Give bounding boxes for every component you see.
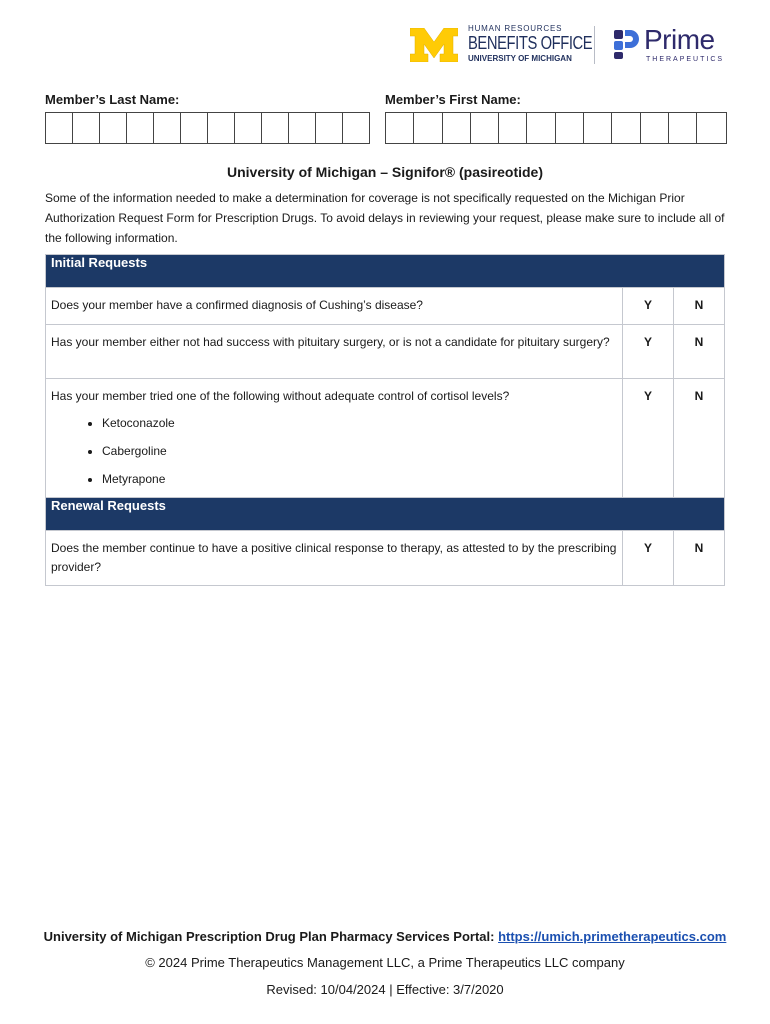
first-name-char-box[interactable] <box>527 113 555 143</box>
table-row <box>46 379 725 498</box>
revision-line: Revised: 10/04/2024 | Effective: 3/7/2020 <box>266 982 504 997</box>
first-name-char-box[interactable] <box>697 113 724 143</box>
initial-requests-header-row <box>46 255 725 288</box>
yes-option[interactable]: Y <box>623 288 674 325</box>
table-row <box>46 531 725 586</box>
no-option[interactable]: N <box>674 531 725 586</box>
last-name-char-box[interactable] <box>289 113 316 143</box>
last-name-char-box[interactable] <box>73 113 100 143</box>
portal-line <box>0 929 770 944</box>
logo-divider <box>594 26 595 64</box>
first-name-char-box[interactable] <box>669 113 697 143</box>
university-of-michigan-block-m-logo <box>410 28 458 62</box>
first-name-char-box[interactable] <box>443 113 471 143</box>
list-item: • Ketoconazole <box>102 414 617 433</box>
university-text: UNIVERSITY OF MICHIGAN <box>468 54 572 63</box>
table-row <box>46 288 725 325</box>
list-item: • Metyrapone <box>102 470 617 489</box>
copyright-line: © 2024 Prime Therapeutics Management LLC, a Prime Therapeutics LLC company <box>145 955 625 970</box>
last-name-char-box[interactable] <box>235 113 262 143</box>
benefits-office-text: BENEFITS OFFICE <box>468 33 593 53</box>
first-name-char-box[interactable] <box>556 113 584 143</box>
first-name-char-box[interactable] <box>499 113 527 143</box>
last-name-char-box[interactable] <box>208 113 235 143</box>
last-name-char-box[interactable] <box>154 113 181 143</box>
last-name-char-box[interactable] <box>262 113 289 143</box>
list-item: • Cabergoline <box>102 442 617 461</box>
initial-requests-header: Initial Requests <box>46 255 725 288</box>
last-name-char-box[interactable] <box>316 113 343 143</box>
question-text: Has your member either not had success with pituitary surgery, or is not a candidate for pituitary surgery? <box>46 325 623 379</box>
portal-label: University of Michigan Prescription Drug Plan Pharmacy Services Portal: <box>43 929 495 944</box>
last-name-char-box[interactable] <box>181 113 208 143</box>
first-name-label: Member’s First Name: <box>385 92 521 107</box>
first-name-char-box[interactable] <box>471 113 499 143</box>
question-text: Does the member continue to have a positive clinical response to therapy, as attested to by the prescribing provider? <box>46 531 623 586</box>
intro-paragraph: Some of the information needed to make a determination for coverage is not specifically requested on the Michigan Prior Authorization Request Form for Prescription Drugs. To avoid delays in reviewing your request, please make sure to include all of the following information. <box>45 191 725 245</box>
form-title: University of Michigan – Signifor® (pasireotide) <box>226 164 544 180</box>
first-name-char-box[interactable] <box>612 113 640 143</box>
last-name-label: Member’s Last Name: <box>45 92 180 107</box>
no-option[interactable]: N <box>674 288 725 325</box>
renewal-requests-header: Renewal Requests <box>46 498 725 531</box>
yes-option[interactable]: Y <box>623 531 674 586</box>
therapeutics-wordmark: THERAPEUTICS <box>646 56 725 63</box>
yes-option[interactable]: Y <box>623 379 674 498</box>
yes-option[interactable]: Y <box>623 325 674 379</box>
question-text: Has your member tried one of the following without adequate control of cortisol levels? <box>51 389 510 403</box>
first-name-char-box[interactable] <box>641 113 669 143</box>
criteria-table <box>45 254 725 586</box>
last-name-char-box[interactable] <box>46 113 73 143</box>
last-name-char-box[interactable] <box>127 113 154 143</box>
medication-list <box>51 414 617 489</box>
first-name-char-box[interactable] <box>584 113 612 143</box>
first-name-char-box[interactable] <box>386 113 414 143</box>
last-name-char-box[interactable] <box>343 113 369 143</box>
last-name-char-box[interactable] <box>100 113 127 143</box>
first-name-boxes[interactable] <box>385 112 727 144</box>
no-option[interactable]: N <box>674 379 725 498</box>
question-cell <box>46 379 623 498</box>
question-text: Does your member have a confirmed diagnosis of Cushing’s disease? <box>46 288 623 325</box>
hr-text: HUMAN RESOURCES <box>468 24 563 33</box>
prime-therapeutics-mark-icon <box>612 28 640 60</box>
prime-wordmark: Prime <box>644 24 715 55</box>
table-row <box>46 325 725 379</box>
portal-link[interactable]: https://umich.primetherapeutics.com <box>498 929 727 944</box>
header-logos <box>410 22 730 68</box>
renewal-requests-header-row <box>46 498 725 531</box>
no-option[interactable]: N <box>674 325 725 379</box>
last-name-boxes[interactable] <box>45 112 370 144</box>
first-name-char-box[interactable] <box>414 113 442 143</box>
